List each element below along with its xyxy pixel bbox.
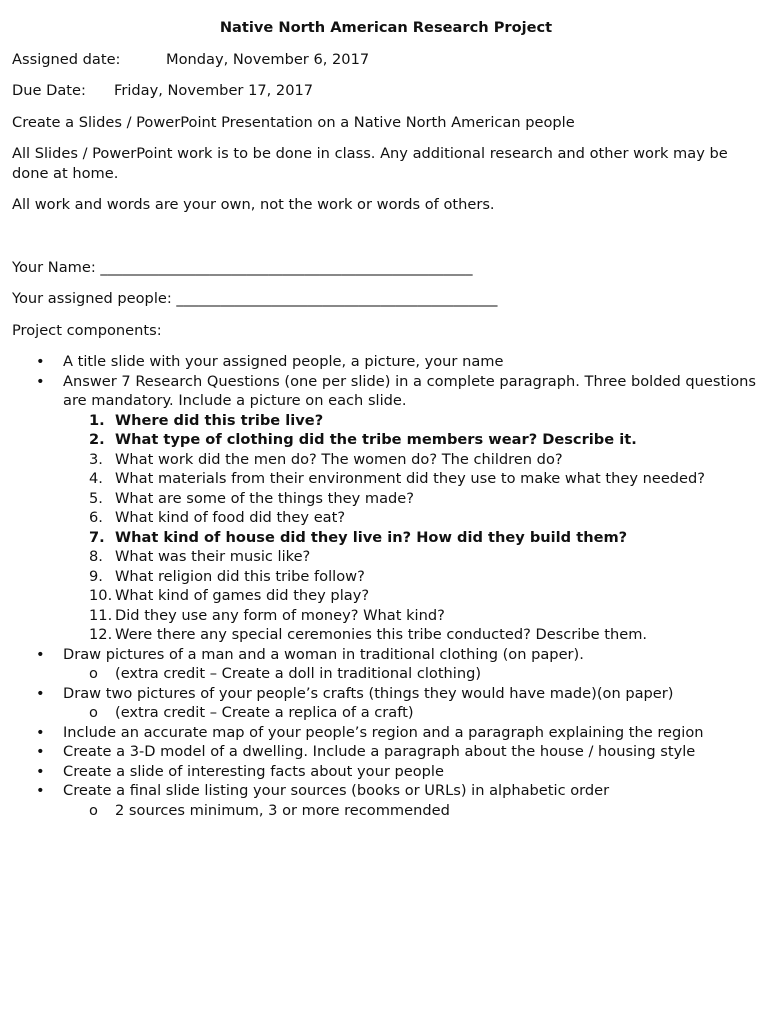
question-text: What are some of the things they made? xyxy=(115,489,415,507)
question-item xyxy=(63,547,760,567)
question-item xyxy=(63,430,760,450)
list-item xyxy=(12,684,760,723)
sub-bullet-icon: o xyxy=(89,665,98,682)
due-date-line xyxy=(12,81,760,101)
list-item-text: A title slide with your assigned people, a picture, your name xyxy=(63,353,504,370)
list-item xyxy=(12,645,760,684)
list-item-text: Include an accurate map of your people’s region and a paragraph explaining the region xyxy=(63,723,704,741)
due-date-value: Friday, November 17, 2017 xyxy=(114,82,314,99)
question-number: 11. xyxy=(89,606,113,624)
sub-list-item xyxy=(63,801,760,821)
question-number: 1. xyxy=(89,411,105,429)
question-text: Did they use any form of money? What kind? xyxy=(115,606,445,624)
question-item xyxy=(63,469,760,489)
question-item xyxy=(63,508,760,528)
question-text: What kind of games did they play? xyxy=(115,587,370,604)
list-item-text: Create a 3-D model of a dwelling. Include a paragraph about the house / housing style xyxy=(63,743,696,760)
bullet-icon: • xyxy=(36,762,45,780)
question-number: 9. xyxy=(89,567,103,585)
question-number: 12. xyxy=(89,626,113,643)
question-text: Where did this tribe live? xyxy=(115,411,324,429)
assigned-date-value: Monday, November 6, 2017 xyxy=(166,50,370,68)
question-number: 3. xyxy=(89,450,103,468)
sub-list xyxy=(63,664,760,684)
blank-space xyxy=(12,227,760,258)
list-item xyxy=(12,742,760,762)
question-text: What was their music like? xyxy=(115,548,311,565)
components-heading: Project components: xyxy=(12,321,162,339)
instruction-paragraph: Create a Slides / PowerPoint Presentation on a Native North American people xyxy=(12,113,575,131)
question-number: 8. xyxy=(89,548,103,565)
question-number: 5. xyxy=(89,489,103,507)
list-item xyxy=(12,762,760,782)
question-item xyxy=(63,489,760,509)
assigned-date-label: Assigned date: xyxy=(12,50,121,68)
sub-list-item-text: (extra credit – Create a doll in traditional clothing) xyxy=(115,665,482,682)
bullet-icon: • xyxy=(36,782,45,799)
sub-list-item-text: 2 sources minimum, 3 or more recommended xyxy=(115,801,450,819)
question-item xyxy=(63,606,760,626)
sub-bullet-icon: o xyxy=(89,801,98,819)
question-item xyxy=(63,567,760,587)
question-text: What type of clothing did the tribe members wear? Describe it. xyxy=(115,431,637,448)
bullet-icon: • xyxy=(36,645,45,663)
bullet-icon: • xyxy=(36,353,45,370)
question-number: 6. xyxy=(89,509,103,526)
assigned-date-line xyxy=(12,50,760,70)
sub-list xyxy=(63,801,760,821)
research-questions-list xyxy=(63,411,760,645)
list-item xyxy=(12,781,760,820)
question-item xyxy=(63,625,760,645)
question-number: 7. xyxy=(89,528,105,546)
sub-list xyxy=(63,703,760,723)
bullet-icon: • xyxy=(36,743,45,760)
sub-bullet-icon: o xyxy=(89,704,98,721)
question-text: What kind of house did they live in? How did they build them? xyxy=(115,528,628,546)
assigned-people-line: Your assigned people: ____________________________________________ xyxy=(12,290,498,307)
document-title: Native North American Research Project xyxy=(219,19,553,36)
list-item-text: Draw two pictures of your people’s crafts (things they would have made)(on paper) xyxy=(63,684,674,702)
sub-list-item xyxy=(63,664,760,684)
question-text: What materials from their environment did they use to make what they needed? xyxy=(115,470,706,487)
question-number: 4. xyxy=(89,470,103,487)
question-text: What religion did this tribe follow? xyxy=(115,567,365,585)
list-item xyxy=(12,723,760,743)
your-name-line: Your Name: ___________________________________________________ xyxy=(12,258,473,276)
components-list xyxy=(12,352,760,820)
question-number: 10. xyxy=(89,587,113,604)
sub-list-item-text: (extra credit – Create a replica of a craft) xyxy=(115,704,414,721)
list-item xyxy=(12,372,760,645)
question-item xyxy=(63,411,760,431)
sub-list-item xyxy=(63,703,760,723)
bullet-icon: • xyxy=(36,723,45,741)
instruction-paragraph: All Slides / PowerPoint work is to be done in class. Any additional research and other work may be done at home. xyxy=(12,145,728,182)
question-text: What work did the men do? The women do? The children do? xyxy=(115,450,563,468)
question-item xyxy=(63,586,760,606)
list-item xyxy=(12,352,760,372)
question-text: Were there any special ceremonies this tribe conducted? Describe them. xyxy=(115,626,648,643)
question-number: 2. xyxy=(89,431,105,448)
question-item xyxy=(63,528,760,548)
question-item xyxy=(63,450,760,470)
bullet-icon: • xyxy=(36,684,45,702)
bullet-icon: • xyxy=(36,372,45,390)
question-text: What kind of food did they eat? xyxy=(115,509,346,526)
list-item-text: Create a final slide listing your sources (books or URLs) in alphabetic order xyxy=(63,782,610,799)
instruction-paragraph: All work and words are your own, not the work or words of others. xyxy=(12,196,495,213)
due-date-label: Due Date: xyxy=(12,82,86,99)
list-item-text: Draw pictures of a man and a woman in traditional clothing (on paper). xyxy=(63,645,584,663)
list-item-text: Answer 7 Research Questions (one per slide) in a complete paragraph. Three bolded questions are mandatory. Include a picture on each slide. xyxy=(63,372,757,409)
list-item-text: Create a slide of interesting facts about your people xyxy=(63,762,444,780)
